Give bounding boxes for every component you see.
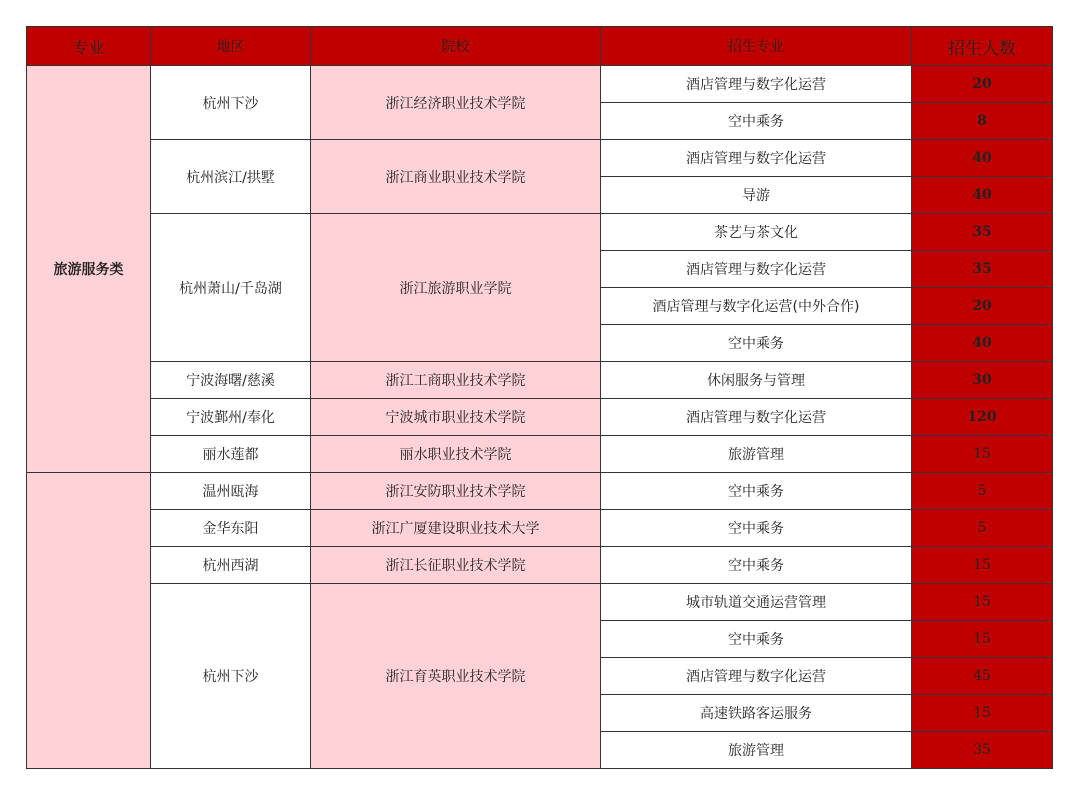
header-category: 专业 [27,27,151,66]
table-row [27,510,1053,547]
header-program: 招生专业 [601,27,912,66]
count-cell: 15 [912,621,1053,658]
count-cell: 35 [912,251,1053,288]
program-cell: 酒店管理与数字化运营 [601,140,912,177]
school-cell: 浙江商业职业技术学院 [311,140,601,214]
school-cell: 浙江工商职业技术学院 [311,362,601,399]
table-row [27,214,1053,251]
region-cell: 丽水莲都 [151,436,311,473]
table-row [27,436,1053,473]
count-cell: 45 [912,658,1053,695]
region-cell: 金华东阳 [151,510,311,547]
table-row [27,362,1053,399]
count-cell: 35 [912,214,1053,251]
header-count: 招生人数 [912,27,1053,66]
count-cell: 40 [912,177,1053,214]
school-cell: 浙江长征职业技术学院 [311,547,601,584]
count-cell: 5 [912,473,1053,510]
region-cell: 宁波鄞州/奉化 [151,399,311,436]
region-cell: 杭州下沙 [151,584,311,769]
table-row [27,140,1053,177]
program-cell: 城市轨道交通运营管理 [601,584,912,621]
header-school: 院校 [311,27,601,66]
region-cell: 宁波海曙/慈溪 [151,362,311,399]
school-cell: 浙江安防职业技术学院 [311,473,601,510]
program-cell: 高速铁路客运服务 [601,695,912,732]
region-cell: 杭州下沙 [151,66,311,140]
count-cell: 20 [912,66,1053,103]
count-cell: 40 [912,325,1053,362]
region-cell: 杭州滨江/拱墅 [151,140,311,214]
table-row [27,547,1053,584]
region-cell: 温州瓯海 [151,473,311,510]
count-cell: 15 [912,436,1053,473]
region-cell: 杭州萧山/千岛湖 [151,214,311,362]
count-cell: 120 [912,399,1053,436]
category-cell: 旅游服务类 [27,66,151,473]
program-cell: 酒店管理与数字化运营 [601,251,912,288]
count-cell: 40 [912,140,1053,177]
program-cell: 酒店管理与数字化运营 [601,399,912,436]
program-cell: 酒店管理与数字化运营 [601,658,912,695]
header-region: 地区 [151,27,311,66]
program-cell: 空中乘务 [601,473,912,510]
program-cell: 旅游管理 [601,732,912,769]
program-cell: 空中乘务 [601,103,912,140]
program-cell: 导游 [601,177,912,214]
count-cell: 35 [912,732,1053,769]
program-cell: 休闲服务与管理 [601,362,912,399]
enrollment-table [26,26,1053,769]
school-cell: 丽水职业技术学院 [311,436,601,473]
program-cell: 空中乘务 [601,325,912,362]
program-cell: 茶艺与茶文化 [601,214,912,251]
region-cell: 杭州西湖 [151,547,311,584]
header-row [27,27,1053,66]
count-cell: 8 [912,103,1053,140]
program-cell: 空中乘务 [601,547,912,584]
program-cell: 酒店管理与数字化运营 [601,66,912,103]
table-row [27,66,1053,103]
table-row [27,399,1053,436]
count-cell: 15 [912,695,1053,732]
school-cell: 宁波城市职业技术学院 [311,399,601,436]
count-cell: 5 [912,510,1053,547]
program-cell: 酒店管理与数字化运营(中外合作) [601,288,912,325]
program-cell: 旅游管理 [601,436,912,473]
count-cell: 30 [912,362,1053,399]
table-row [27,473,1053,510]
count-cell: 15 [912,547,1053,584]
school-cell: 浙江广厦建设职业技术大学 [311,510,601,547]
count-cell: 20 [912,288,1053,325]
school-cell: 浙江旅游职业学院 [311,214,601,362]
school-cell: 浙江经济职业技术学院 [311,66,601,140]
program-cell: 空中乘务 [601,621,912,658]
count-cell: 15 [912,584,1053,621]
table-row [27,584,1053,621]
category-cell-empty [27,473,151,769]
school-cell: 浙江育英职业技术学院 [311,584,601,769]
program-cell: 空中乘务 [601,510,912,547]
